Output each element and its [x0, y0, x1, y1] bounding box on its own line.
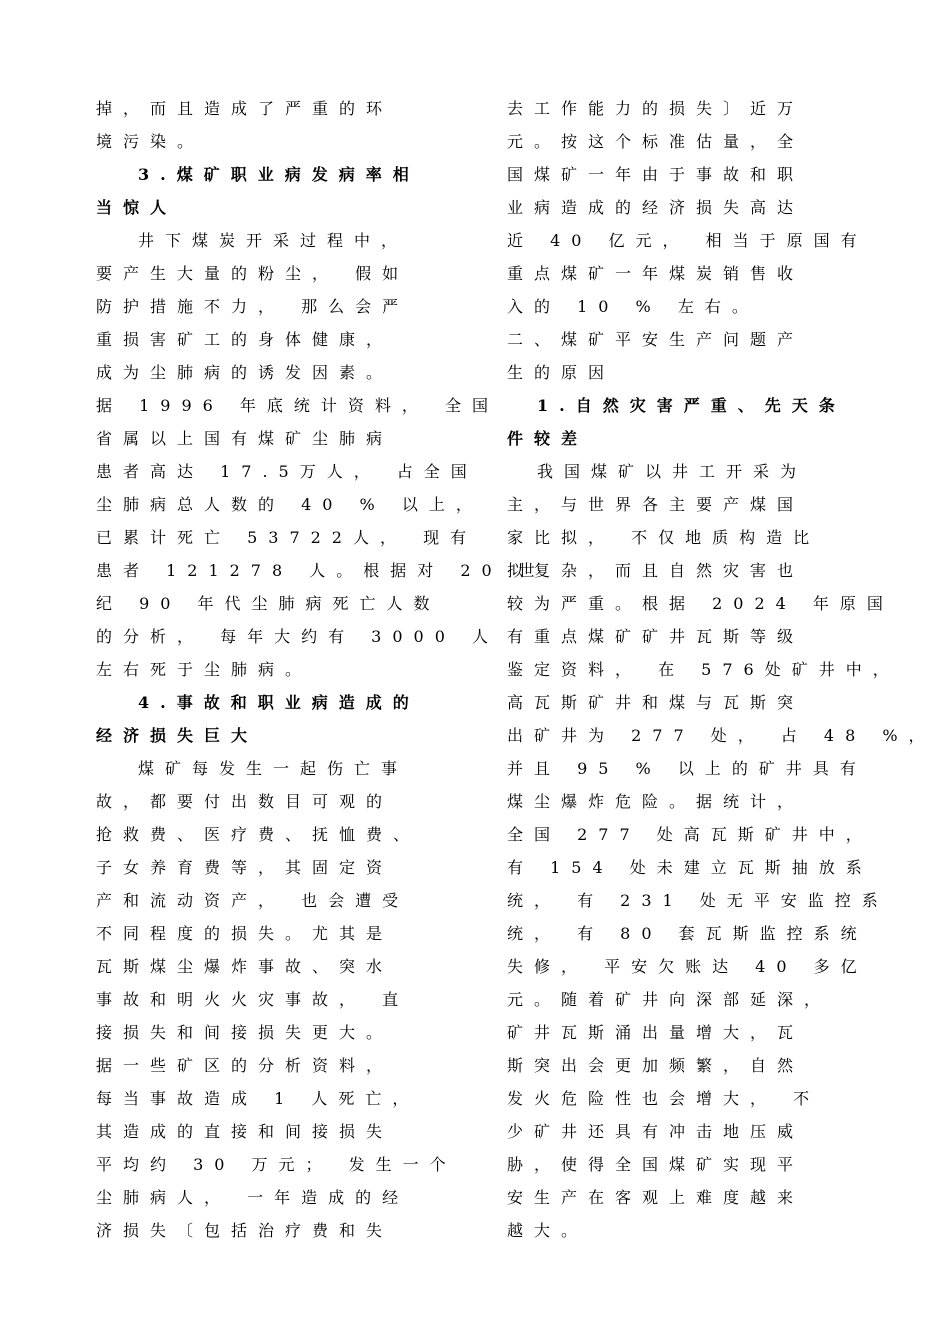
text-line: 较为严重。根据 2024 年原国 [507, 594, 894, 613]
text-line: 矿井瓦斯涌出量增大，瓦 [507, 1023, 805, 1042]
section-heading-line: 4.事故和职业病造成的 [138, 693, 420, 712]
text-line: 平均约 30 万元； 发生一个 [96, 1155, 457, 1174]
text-line: 境污染。 [96, 132, 205, 151]
text-line: 统， 有 80 套瓦斯监控系统 [507, 924, 868, 943]
text-line: 斯突出会更加频繁，自然 [507, 1056, 805, 1075]
text-line: 要产生大量的粉尘， 假如 [96, 264, 410, 283]
text-line: 子女养育费等，其固定资 [96, 858, 394, 877]
text-line: 据一些矿区的分析资料， [96, 1056, 394, 1075]
text-line: 越大。 [507, 1221, 589, 1240]
text-line: 安生产在客观上难度越来 [507, 1188, 805, 1207]
text-line: 全国 277 处高瓦斯矿井中， [507, 825, 873, 844]
text-line: 主，与世界各主要产煤国 [507, 495, 805, 514]
text-line: 重点煤矿一年煤炭销售收 [507, 264, 805, 283]
text-line: 有重点煤矿矿井瓦斯等级 [507, 627, 805, 646]
text-line: 其造成的直接和间接损失 [96, 1122, 394, 1141]
text-line: 少矿井还具有冲击地压威 [507, 1122, 805, 1141]
text-line: 去工作能力的损失〕近万 [507, 99, 805, 118]
text-line: 我国煤矿以井工开采为 [537, 462, 808, 481]
text-line: 生的原因 [507, 363, 616, 382]
text-line: 掉，而且造成了严重的环 [96, 99, 394, 118]
text-line: 每当事故造成 1 人死亡， [96, 1089, 420, 1108]
text-line: 统， 有 231 处无平安监控系 [507, 891, 889, 910]
text-line: 重损害矿工的身体健康， [96, 330, 394, 349]
text-line: 鉴定资料， 在 576处矿井中， [507, 660, 900, 679]
left-text-column [96, 92, 546, 1247]
text-line: 业病造成的经济损失高达 [507, 198, 805, 217]
text-line: 元。按这个标准估量，全 [507, 132, 805, 151]
text-line: 事故和明火火灾事故， 直 [96, 990, 410, 1009]
text-line: 不同程度的损失。尤其是 [96, 924, 394, 943]
section-heading-line: 件较差 [507, 429, 589, 448]
text-line: 济损失〔包括治疗费和失 [96, 1221, 394, 1240]
text-line: 煤矿每发生一起伤亡事 [138, 759, 409, 778]
text-line: 患者 121278 人。根据对 20 世 [96, 561, 546, 580]
text-line: 国煤矿一年由于事故和职 [507, 165, 805, 184]
text-line: 近 40 亿元， 相当于原国有 [507, 231, 868, 250]
section-heading-line: 当惊人 [96, 198, 178, 217]
text-line: 井下煤炭开采过程中， [138, 231, 409, 250]
text-line: 尘肺病总人数的 40 % 以上， [96, 495, 483, 514]
text-line: 故，都要付出数目可观的 [96, 792, 394, 811]
section-heading-line: 经济损失巨大 [96, 726, 259, 745]
text-line: 煤尘爆炸危险。据统计， [507, 792, 805, 811]
text-line: 抢救费、医疗费、抚恤费、 [96, 825, 421, 844]
text-line: 患者高达 17.5万人， 占全国 [96, 462, 478, 481]
text-line: 左右死于尘肺病。 [96, 660, 313, 679]
right-text-column [507, 92, 936, 1247]
section-heading-line: 3.煤矿职业病发病率相 [138, 165, 420, 184]
text-line: 产和流动资产， 也会遭受 [96, 891, 410, 910]
text-line: 尘肺病人， 一年造成的经 [96, 1188, 410, 1207]
text-line: 胁，使得全国煤矿实现平 [507, 1155, 805, 1174]
text-line: 拟复杂，而且自然灾害也 [507, 561, 805, 580]
text-line: 并且 95 % 以上的矿井具有 [507, 759, 867, 778]
text-line: 入的 10 % 左右。 [507, 297, 759, 316]
text-line: 接损失和间接损失更大。 [96, 1023, 394, 1042]
text-line: 防护措施不力， 那么会严 [96, 297, 410, 316]
text-line: 二、煤矿平安生产问题产 [507, 330, 805, 349]
text-line: 有 154 处未建立瓦斯抽放系 [507, 858, 873, 877]
text-line: 发火危险性也会增大， 不 [507, 1089, 821, 1108]
text-line: 失修， 平安欠账达 40 多亿 [507, 957, 868, 976]
text-line: 已累计死亡 53722人， 现有 [96, 528, 478, 547]
text-line: 的分析， 每年大约有 3000 人 [96, 627, 499, 646]
text-line: 家比拟， 不仅地质构造比 [507, 528, 821, 547]
text-line: 省属以上国有煤矿尘肺病 [96, 429, 394, 448]
section-heading-line: 1.自然灾害严重、先天条 [537, 396, 846, 415]
text-line: 瓦斯煤尘爆炸事故、突水 [96, 957, 394, 976]
text-line: 纪 90 年代尘肺病死亡人数 [96, 594, 441, 613]
text-line: 元。随着矿井向深部延深， [507, 990, 832, 1009]
text-line: 据 1996 年底统计资料， 全国 [96, 396, 499, 415]
text-line: 成为尘肺病的诱发因素。 [96, 363, 394, 382]
text-line: 高瓦斯矿井和煤与瓦斯突 [507, 693, 805, 712]
text-line: 出矿井为 277 处， 占 48 %， [507, 726, 936, 745]
